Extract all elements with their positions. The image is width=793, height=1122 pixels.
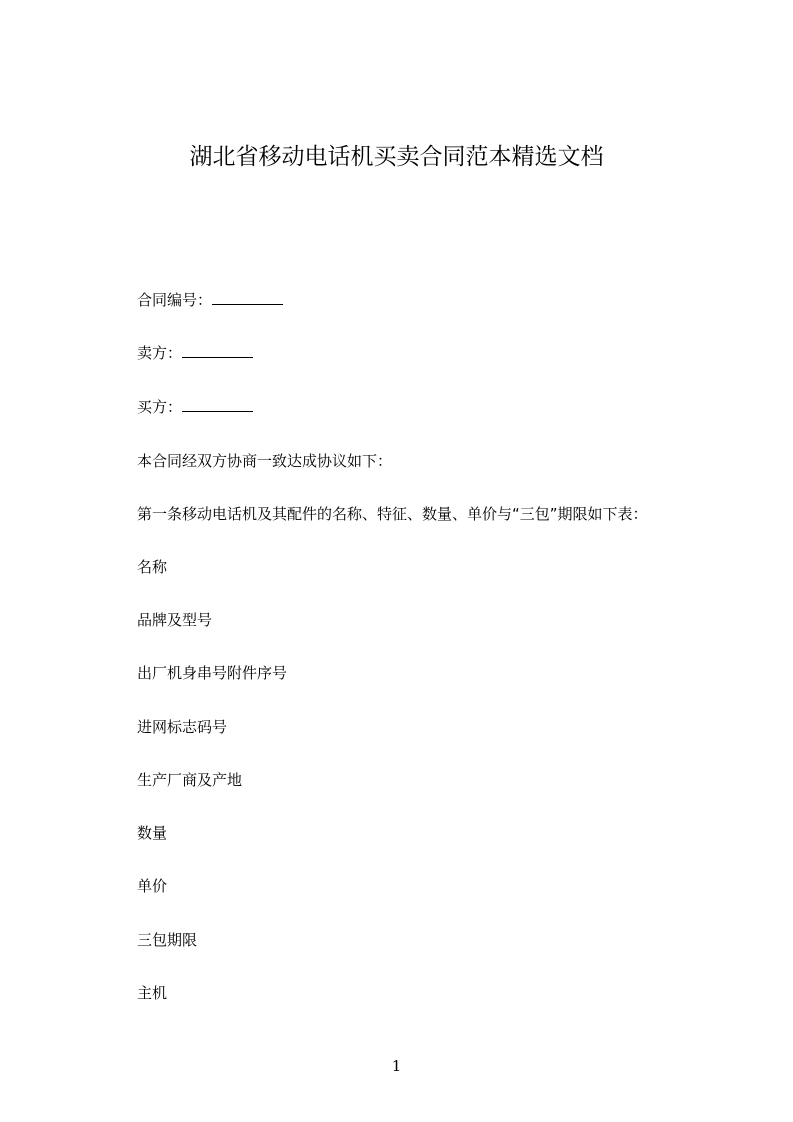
seller-line xyxy=(137,342,253,364)
buyer-line xyxy=(137,396,253,418)
buyer-blank xyxy=(182,397,253,412)
article-1-paragraph: 第一条移动电话机及其配件的名称、特征、数量、单价与“三包”期限如下表： xyxy=(137,505,648,523)
table-item: 品牌及型号 xyxy=(137,611,213,629)
intro-paragraph: 本合同经双方协商一致达成协议如下： xyxy=(137,452,393,470)
page-number: 1 xyxy=(391,1057,402,1075)
table-item: 三包期限 xyxy=(137,931,198,949)
contract-number-blank xyxy=(212,290,283,305)
seller-label: 卖方： xyxy=(137,344,183,362)
document-title: 湖北省移动电话机买卖合同范本精选文档 xyxy=(189,144,604,170)
table-item: 名称 xyxy=(137,558,168,576)
table-item: 单价 xyxy=(137,877,168,895)
table-item: 进网标志码号 xyxy=(137,718,228,736)
table-item: 生产厂商及产地 xyxy=(137,771,243,789)
table-item: 出厂机身串号附件序号 xyxy=(137,664,288,682)
seller-blank xyxy=(182,343,253,358)
contract-number-line xyxy=(137,289,283,311)
contract-number-label: 合同编号： xyxy=(137,291,213,309)
table-item: 主机 xyxy=(137,984,168,1002)
buyer-label: 买方： xyxy=(137,398,183,416)
table-item: 数量 xyxy=(137,824,168,842)
